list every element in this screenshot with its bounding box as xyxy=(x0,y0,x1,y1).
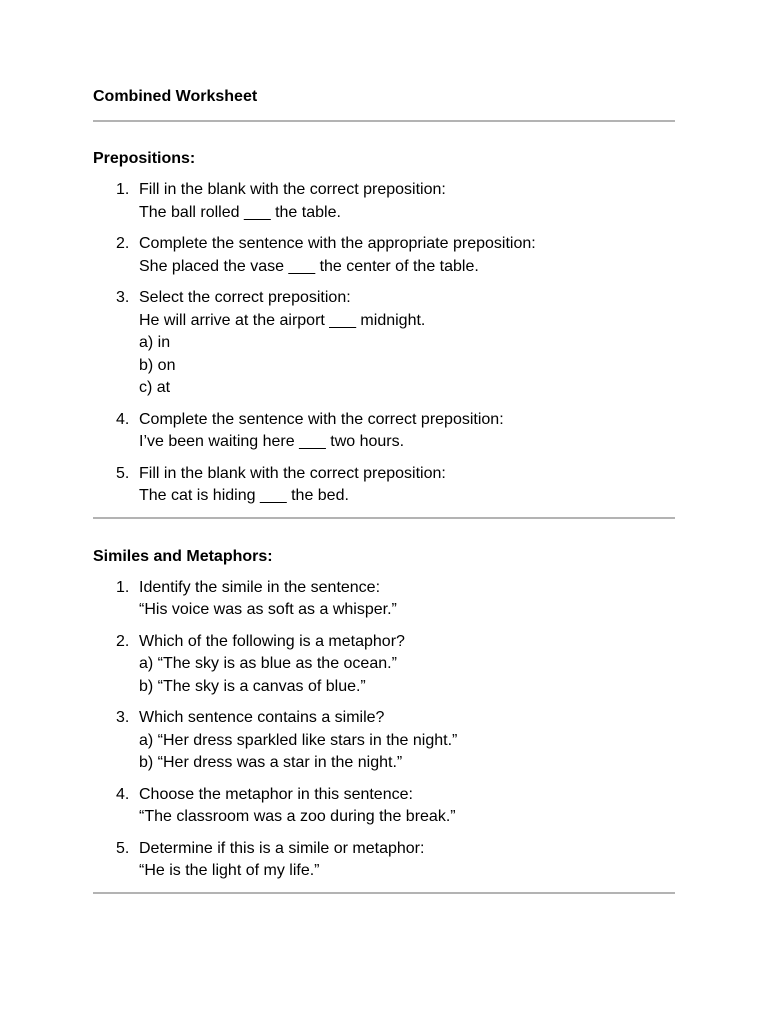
prepositions-question-list xyxy=(93,179,675,508)
worksheet-page xyxy=(93,86,675,894)
question-text: She placed the vase ___ the center of the table. xyxy=(139,257,479,275)
question-text: Select the correct preposition: xyxy=(139,289,351,306)
question-text: Fill in the blank with the correct preposition: xyxy=(139,464,446,482)
question-text: Fill in the blank with the correct preposition: xyxy=(139,181,446,198)
question-item xyxy=(93,707,675,775)
question-text: Which of the following is a metaphor? xyxy=(139,632,405,650)
question-text: Which sentence contains a simile? xyxy=(139,709,385,726)
question-item xyxy=(93,784,675,829)
answer-option: b) “Her dress was a star in the night.” xyxy=(139,754,403,771)
question-number: 2. xyxy=(116,632,130,650)
question-text: Determine if this is a simile or metaphor: xyxy=(139,839,425,857)
question-text: “The classroom was a zoo during the break.” xyxy=(139,808,456,825)
question-number: 5. xyxy=(116,839,130,857)
answer-option: a) “Her dress sparkled like stars in the night.” xyxy=(139,731,458,749)
question-text: Identify the simile in the sentence: xyxy=(139,578,381,596)
question-text: The cat is hiding ___ the bed. xyxy=(139,487,349,504)
question-text: Complete the sentence with the appropriate preposition: xyxy=(139,235,536,252)
question-number: 1. xyxy=(116,578,130,596)
question-item xyxy=(93,577,675,622)
question-item xyxy=(93,463,675,508)
section-divider xyxy=(93,517,675,519)
question-item xyxy=(93,179,675,224)
question-text: The ball rolled ___ the table. xyxy=(139,203,341,221)
question-item xyxy=(93,838,675,883)
question-text: “He is the light of my life.” xyxy=(139,862,320,879)
section-divider xyxy=(93,892,675,894)
answer-option: a) in xyxy=(139,334,171,351)
document-title: Combined Worksheet xyxy=(93,88,258,105)
question-text: He will arrive at the airport ___ midnight. xyxy=(139,311,426,329)
question-item xyxy=(93,287,675,400)
question-item xyxy=(93,631,675,699)
question-number: 3. xyxy=(116,289,130,306)
question-item xyxy=(93,409,675,454)
answer-option: b) on xyxy=(139,356,176,374)
answer-option: a) “The sky is as blue as the ocean.” xyxy=(139,655,397,672)
question-text: Choose the metaphor in this sentence: xyxy=(139,785,413,803)
answer-option: b) “The sky is a canvas of blue.” xyxy=(139,677,366,695)
question-text: “His voice was as soft as a whisper.” xyxy=(139,601,397,618)
question-item xyxy=(93,233,675,278)
question-number: 2. xyxy=(116,235,130,252)
question-number: 3. xyxy=(116,709,130,726)
title-divider xyxy=(93,120,675,122)
similes-metaphors-question-list xyxy=(93,577,675,883)
question-number: 5. xyxy=(116,464,130,482)
question-text: I’ve been waiting here ___ two hours. xyxy=(139,433,405,450)
question-text: Complete the sentence with the correct preposition: xyxy=(139,410,504,428)
answer-option: c) at xyxy=(139,379,171,396)
section-heading-similes-metaphors: Similes and Metaphors: xyxy=(93,547,273,565)
question-number: 4. xyxy=(116,785,130,803)
question-number: 4. xyxy=(116,410,130,428)
section-heading-prepositions: Prepositions: xyxy=(93,150,196,167)
question-number: 1. xyxy=(116,181,130,198)
